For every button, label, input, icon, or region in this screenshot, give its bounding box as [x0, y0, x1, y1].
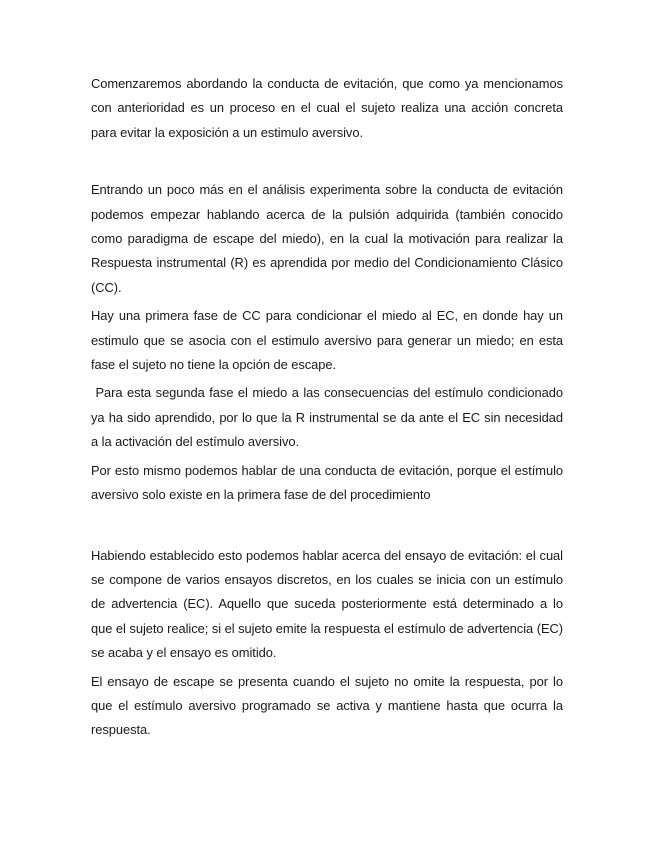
document-body — [91, 72, 563, 743]
paragraph-avoidance-conclusion: Por esto mismo podemos hablar de una conducta de evitación, porque el estímulo aversivo solo existe en la primera fase de del procedimiento — [91, 462, 563, 503]
paragraph-acquired-drive: Entrando un poco más en el análisis experimenta sobre la conducta de evitación podemos empezar hablando acerca de la pulsión adquirida (también conocido como paradigma de escape del miedo), en la cual la motivación para realizar la Respuesta instrumental (R) es aprendida por medio del Condicionamiento Clásico (CC). — [91, 182, 563, 295]
paragraph-first-phase: Hay una primera fase de CC para condicionar el miedo al EC, en donde hay un estimulo que se asocia con el estimulo aversivo para generar un miedo; en esta fase el sujeto no tiene la opción de escape. — [91, 308, 563, 373]
paragraph-avoidance-intro: Comenzaremos abordando la conducta de evitación, que como ya mencionamos con anterioridad es un proceso en el cual el sujeto realiza una acción concreta para evitar la exposición a un estimulo aversivo. — [91, 76, 563, 140]
paragraph-escape-trial: El ensayo de escape se presenta cuando el sujeto no omite la respuesta, por lo que el estímulo aversivo programado se activa y mantiene hasta que ocurra la respuesta. — [91, 673, 563, 738]
paragraph-avoidance-trial: Habiendo establecido esto podemos hablar acerca del ensayo de evitación: el cual se compone de varios ensayos discretos, en los cuales se inicia con un estímulo de advertencia (EC). Aquello que suceda posteriormente está determinado a lo que el sujeto realice; si el sujeto emite la respuesta el estímulo de advertencia (EC) se acaba y el ensayo es omitido. — [91, 547, 563, 661]
paragraph-second-phase: Para esta segunda fase el miedo a las consecuencias del estímulo condicionado ya ha sido aprendido, por lo que la R instrumental se da ante el EC sin necesidad a la activación del estímulo aversivo. — [91, 385, 563, 450]
